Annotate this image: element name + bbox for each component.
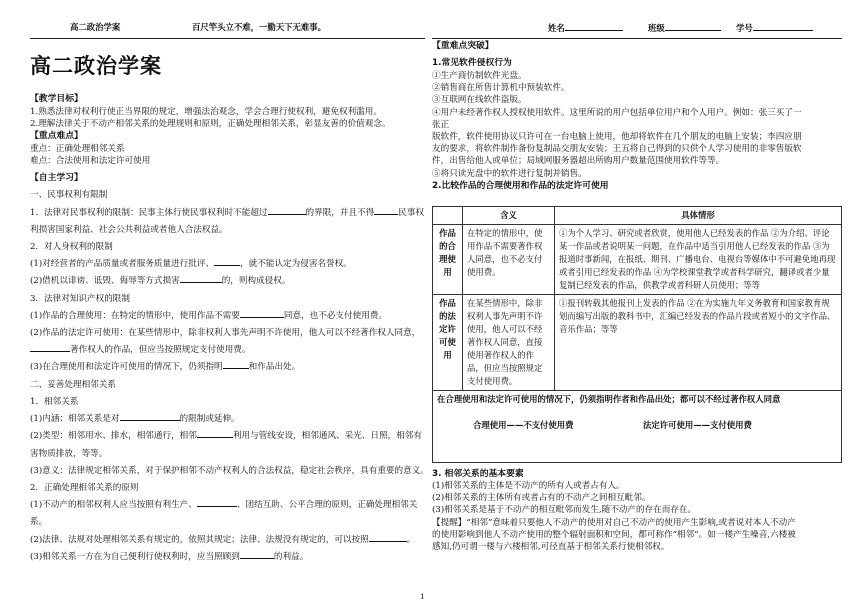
- table-summary: [433, 391, 842, 462]
- neighbor-item: (3)相邻关系是基于不动产的相互毗邻而发生,随不动产的存在而存在。: [432, 505, 697, 516]
- tip-line: 感知,仍可谓一楼与六楼相邻,可径直基于相邻关系行使相邻权。: [432, 542, 670, 553]
- s3-c: (3)在合理使用和法定许可使用的情况下，仍须指明 和作品出处。: [30, 362, 301, 373]
- header-rule-left: [30, 38, 425, 39]
- page-header: [0, 0, 860, 34]
- software-item: 张正: [432, 119, 450, 130]
- blank[interactable]: [180, 275, 222, 283]
- row-meaning: 在特定的情形中，使用作品不需要著作权人同意，也不必支付使用费。: [463, 225, 555, 295]
- usage-pair: [437, 419, 837, 432]
- col-meaning: 含义: [463, 207, 555, 225]
- blank[interactable]: [214, 258, 240, 266]
- table-corner: [433, 207, 463, 225]
- row-head: 作品的合理使用: [433, 225, 463, 295]
- software-item: ①生产商仿制软件光盘。: [432, 70, 527, 81]
- n2-c: (3)相邻关系一方在为自己便利行使权利时，应当照顾到 的利益。: [30, 551, 309, 562]
- neighbor-heading: 3. 相邻关系的基本要素: [432, 468, 524, 479]
- name-field[interactable]: 姓名: [548, 22, 623, 35]
- row-meaning: 在某些情形中，除非权利人事先声明不许使用，他人可以不经著作权人同意，直接使用著作权人的作品，但应当按照规定支付使用费。: [463, 295, 555, 391]
- s3-b1: (2)作品的法定许可使用：在某些情形中，除非权利人事先声明不许使用，他人可以不经著作权人同意，: [30, 328, 421, 339]
- neighbor-item: (2)相邻关系的主体所有或者占有的不动产之间相互毗邻。: [432, 493, 651, 504]
- table-row: [433, 225, 842, 295]
- blank[interactable]: [240, 551, 274, 559]
- s1-line1: 1．法律对民事权利的限制：民事主体行使民事权利时不能超过 的界限，并且不得 民事权: [30, 207, 425, 218]
- s2-b: (2)借机以诽谤、诋毁、侮辱等方式损害 的，则构成侵权。: [30, 276, 291, 287]
- n1-a: (1)内涵：相邻关系是对 的限制或延伸。: [30, 414, 240, 425]
- header-course: 高二政治学案: [70, 22, 121, 32]
- pair-reasonable: 合理使用——不支付使用费: [473, 419, 574, 430]
- s3-b2: 著作权人的作品，但应当按照规定支付使用费。: [30, 344, 425, 356]
- s2-heading: 2．对人身权利的限制: [30, 242, 113, 253]
- focus-heading: 【重难点突破】: [432, 41, 494, 51]
- s1-line2: 利损害国家利益、社会公共利益或者他人合法权益。: [30, 224, 228, 235]
- blank[interactable]: [374, 207, 398, 215]
- n2-b: (2)法律、法规对处理相邻关系有规定的，依照其规定；法律、法规没有规定的，可以按照 。: [30, 534, 416, 545]
- software-item: ⑤将只读光盘中的软件进行复制并销售。: [432, 168, 587, 179]
- table-conclusion: 在合理使用和法定许可使用的情况下，仍须指明作者和作品出处；都可以不经过著作权人同意: [437, 394, 781, 405]
- table-header-row: [433, 207, 842, 225]
- blank[interactable]: [30, 344, 70, 352]
- blank[interactable]: [197, 430, 233, 438]
- row-head: 作品的法定许可使用: [433, 295, 463, 391]
- tip-line: 的使用影响到他人不动产使用的整个辐射面积和空间，都可称作“相邻”。如一楼产生噪音,六楼被: [432, 529, 796, 540]
- key-point: 重点：正确处理相邻关系: [30, 143, 125, 154]
- pair-statutory: 法定许可使用——支付使用费: [643, 419, 752, 430]
- software-item: 版软件，软件使用协议只许可在一台电脑上使用，他却将软件在几个朋友的电脑上安装；李四应朋: [432, 131, 802, 142]
- n2-a3: 系。: [30, 517, 48, 528]
- col-cases: 具体情形: [555, 207, 842, 225]
- table-row: [433, 295, 842, 391]
- tip-line: 【提醒】“相邻”意味着只要他人不动产的使用对自己不动产的使用产生影响,或者说对本人不动产: [432, 517, 796, 528]
- part2-heading: 二、妥善处理相邻关系: [30, 379, 116, 390]
- n1-c: (3)意义：法律规定相邻关系，对于保护相邻不动产权利人的合法权益，稳定社会秩序，具有重要的意义。: [30, 465, 429, 476]
- difficult-point: 难点：合法使用和法定许可使用: [30, 155, 151, 166]
- s2-a: (1)对经营者的产品质量或者服务质量进行批评、 ，就不能认定为侵害名誉权。: [30, 259, 352, 270]
- left-column: [30, 48, 429, 563]
- goal-2: 2.理解法律关于不动产相邻关系的处理规则和原则，正确处理相邻关系，彰显友善的价值观念。: [30, 118, 391, 129]
- n2-a: (1)不动产的相邻权利人应当按照有利生产、 、团结互助、公平合理的原则，正确处理相邻关: [30, 500, 418, 511]
- n2-heading: 2．正确处理相邻关系的原则: [30, 482, 139, 493]
- software-heading: 1.常见软件侵权行为: [432, 58, 512, 69]
- right-column: [432, 40, 842, 553]
- goals-heading: 【教学目标】: [30, 94, 83, 105]
- s3-heading: 3．法律对知识产权的限制: [30, 293, 130, 304]
- blank[interactable]: [268, 207, 306, 215]
- software-item: ②销售商在所售计算机中预装软件。: [432, 83, 570, 94]
- software-item: ③互联网在线软件盗版。: [432, 95, 527, 106]
- row-cases: ①为个人学习、研究或者欣赏，使用他人已经发表的作品 ②为介绍、评论某一作品或者说明某一问题，在作品中适当引用他人已经发表的作品 ③为报道时事新闻，在报纸、期刊、广播电台、电视台等媒体中不可避免地再现或者引用已经发表的作品 ④为学校课堂教学或者科学研究，翻译或者少量复制已经发表的作品，供教学或者科研人员使用；等等: [555, 225, 842, 295]
- part1-heading: 一、民事权利有限制: [30, 190, 108, 201]
- neighbor-item: (1)相邻关系的主体是不动产的所有人或者占有人。: [432, 481, 625, 491]
- blank[interactable]: [223, 361, 249, 369]
- software-item: 件，出售给他人或单位；局域网服务器超出所购用户数量范围使用软件等等。: [432, 156, 725, 167]
- blank[interactable]: [369, 534, 407, 542]
- header-rule-right: [432, 38, 842, 39]
- n1-b3: 害物质排放，等等。: [30, 448, 108, 459]
- blank[interactable]: [197, 499, 237, 507]
- software-item: ④用户未经著作权人授权使用软件。这里所说的用户包括单位用户和个人用户。例如：张三买了一: [432, 107, 802, 118]
- compare-heading: 2.比较作品的合理使用和作品的法定许可使用: [432, 180, 609, 191]
- n1-heading: 1．相邻关系: [30, 396, 79, 407]
- id-field[interactable]: 学号: [736, 22, 813, 35]
- class-field[interactable]: 班级: [648, 22, 721, 35]
- goal-1: 1.熟悉法律对权利行使正当界限的规定，增强法治观念，学会合理行使权利，避免权利滥用。: [30, 106, 382, 117]
- header-motto: 百尺竿头立不难，一勤天下无难事。: [192, 22, 326, 32]
- comparison-table: [432, 206, 842, 462]
- row-cases: ①报刊转载其他报刊上发表的作品 ②在为实施九年义务教育和国家教育规划而编写出版的教科书中，汇编已经发表的作品片段或者短小的文字作品、音乐作品；等等: [555, 295, 842, 391]
- keys-heading: 【重点难点】: [30, 131, 83, 142]
- blank[interactable]: [240, 310, 284, 318]
- s3-a: (1)作品的合理使用：在特定的情形中，使用作品不需要 同意，也不必支付使用费。: [30, 310, 387, 321]
- n1-b: (2)类型：相邻用水、排水，相邻通行，相邻 利用与管线安设，相邻通风、采光、日照，相邻有: [30, 431, 422, 442]
- software-item: 友的要求，将软件制作备份复制品交朋友安装；王五将自己得到的只供个人学习使用的非零售版软: [432, 144, 802, 155]
- blank[interactable]: [120, 413, 180, 421]
- page-number: 1: [420, 592, 425, 601]
- page-title: 高二政治学案: [30, 54, 162, 78]
- self-study-heading: 【自主学习】: [30, 172, 83, 183]
- table-summary-row: [433, 391, 842, 462]
